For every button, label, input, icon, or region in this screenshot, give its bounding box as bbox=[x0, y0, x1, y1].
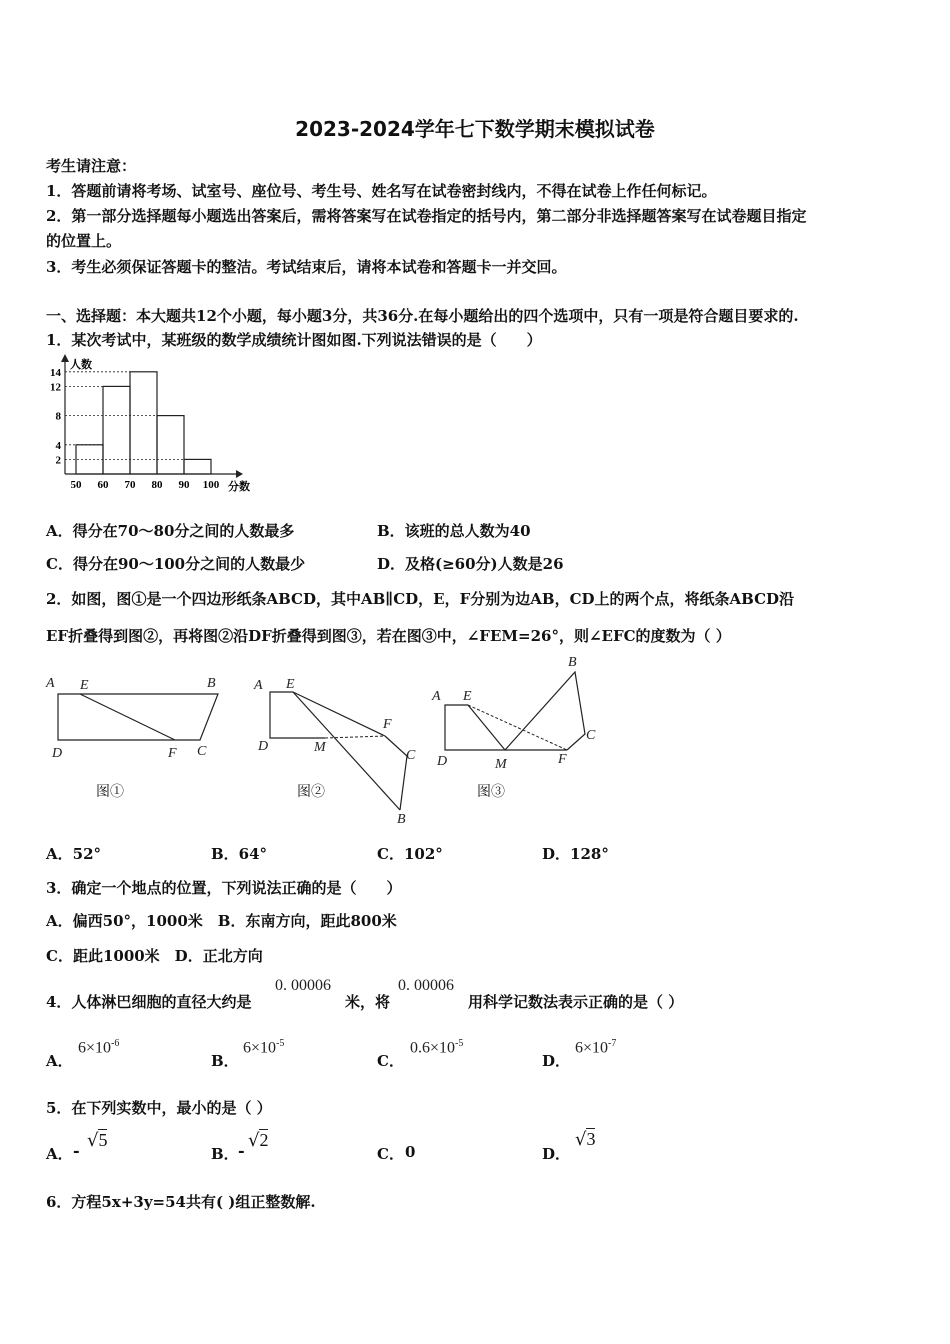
fig3-label-d: D bbox=[437, 754, 448, 769]
q4-number-repeat: 0. 00006 bbox=[398, 977, 454, 994]
fig2-left-part bbox=[270, 692, 325, 738]
q2-option-c: C．102° bbox=[377, 845, 443, 863]
x-tick-label: 80 bbox=[151, 479, 163, 491]
y-tick-label: 12 bbox=[50, 381, 61, 394]
q2-stem-line1: 2．如图，图①是一个四边形纸条ABCD，其中AB∥CD，E，F分别为边AB，CD上的两个点，将纸条ABCD沿 bbox=[46, 590, 795, 608]
y-tick-label: 8 bbox=[55, 410, 61, 423]
histogram-bar bbox=[157, 416, 184, 474]
score-histogram bbox=[40, 352, 270, 497]
fig3-crease bbox=[468, 705, 505, 750]
q5-option-d-label: D． bbox=[542, 1145, 571, 1163]
q4-stem-part1: 4．人体淋巴细胞的直径大约是 bbox=[46, 993, 252, 1011]
q5-option-c-label: C． bbox=[377, 1145, 404, 1163]
q2-stem-line2: EF折叠得到图②，再将图②沿DF折叠得到图③，若在图③中，∠FEM=26°，则∠EFC的度数为（ ） bbox=[46, 627, 731, 645]
x-tick-label: 100 bbox=[202, 479, 220, 491]
q4-option-a-value: $6\times 10^{-6}$ bbox=[78, 1038, 120, 1057]
fig3-label-a: A bbox=[432, 689, 441, 704]
notice-item: 3．考生必须保证答题卡的整洁。考试结束后，请将本试卷和答题卡一并交回。 bbox=[46, 258, 567, 276]
y-tick-label: 14 bbox=[50, 366, 61, 379]
q3-options-row1: A．偏西50°，1000米 B．东南方向，距此800米 bbox=[46, 912, 397, 930]
q4-option-b-value: $6\times 10^{-5}$ bbox=[243, 1038, 285, 1057]
y-tick-label: 2 bbox=[55, 454, 61, 467]
histogram-bar bbox=[103, 386, 130, 474]
fig3-base bbox=[445, 705, 567, 750]
fig3-dashed-line bbox=[468, 705, 567, 750]
notice-item: 1．答题前请将考场、试室号、座位号、考生号、姓名写在试卷密封线内，不得在试卷上作任何标记。 bbox=[46, 182, 717, 200]
q4-stem-part2: 米，将 bbox=[345, 993, 391, 1011]
fig1-label-a: A bbox=[46, 676, 55, 691]
fig2-folded-flap bbox=[385, 736, 407, 810]
q5-option-b-radical: √2 bbox=[248, 1130, 269, 1151]
q1-option-c: C．得分在90～100分之间的人数最少 bbox=[46, 555, 306, 573]
q4-option-a-label: A． bbox=[46, 1052, 73, 1070]
fig2-label-m: M bbox=[314, 740, 326, 755]
q4-option-c-value: $0.6\times 10^{-5}$ bbox=[410, 1038, 464, 1057]
q3-options-row2: C．距此1000米 D．正北方向 bbox=[46, 947, 263, 965]
x-tick-label: 90 bbox=[178, 479, 190, 491]
y-axis-arrow bbox=[61, 354, 69, 362]
q4-option-b-label: B． bbox=[211, 1052, 239, 1070]
fig1-label-d: D bbox=[52, 746, 63, 761]
fig1-fold-line bbox=[80, 694, 175, 740]
histogram-bar bbox=[184, 459, 211, 474]
fig3-label-f: F bbox=[558, 752, 567, 767]
q1-option-d: D．及格(≥60分)人数是26 bbox=[377, 555, 564, 573]
fig2-label-d: D bbox=[258, 739, 269, 754]
q5-option-b-label: B． bbox=[211, 1145, 239, 1163]
q1-option-a: A．得分在70～80分之间的人数最多 bbox=[46, 522, 295, 540]
histogram-bar bbox=[130, 372, 157, 474]
fig3-label-m: M bbox=[495, 757, 507, 772]
notice-item: 的位置上。 bbox=[46, 232, 122, 250]
fig1-trapezoid bbox=[58, 694, 218, 740]
x-axis-arrow bbox=[236, 470, 243, 478]
x-axis-label: 分数 bbox=[228, 481, 250, 493]
q5-option-c-value: 0 bbox=[405, 1143, 416, 1161]
x-tick-label: 70 bbox=[124, 479, 136, 491]
q5-option-a-radical: √5 bbox=[87, 1130, 108, 1151]
notice-heading: 考生请注意： bbox=[46, 157, 137, 175]
y-axis-label: 人数 bbox=[70, 359, 92, 371]
section-heading: 一、选择题：本大题共12个小题，每小题3分，共36分.在每小题给出的四个选项中，只有一项是符合题目要求的. bbox=[46, 307, 799, 325]
fig1-label-f: F bbox=[168, 746, 177, 761]
q4-number: 0. 00006 bbox=[275, 977, 331, 994]
fig2-label-e: E bbox=[286, 677, 295, 692]
q1-stem: 1．某次考试中，某班级的数学成绩统计图如图.下列说法错误的是（ ） bbox=[46, 331, 542, 349]
fig1-label-e: E bbox=[80, 678, 89, 693]
q4-stem-part3: 用科学记数法表示正确的是（ ） bbox=[468, 993, 684, 1011]
fig2-label-f: F bbox=[383, 717, 392, 732]
fig3-folded-flap bbox=[505, 672, 585, 750]
fig3-label-c: C bbox=[586, 728, 596, 743]
q5-option-b-sign: - bbox=[238, 1141, 245, 1160]
q5-option-d-radical: √3 bbox=[575, 1129, 596, 1150]
q4-option-d-label: D． bbox=[542, 1052, 571, 1070]
fig1-label-b: B bbox=[207, 676, 216, 691]
x-tick-label: 50 bbox=[70, 479, 82, 491]
fig3-caption: 图③ bbox=[477, 784, 505, 800]
q4-option-c-label: C． bbox=[377, 1052, 404, 1070]
x-tick-label: 60 bbox=[97, 479, 109, 491]
q5-stem: 5．在下列实数中，最小的是（ ） bbox=[46, 1099, 272, 1117]
fig3-label-b: B bbox=[568, 655, 577, 670]
fig1-caption: 图① bbox=[96, 784, 124, 800]
y-tick-label: 4 bbox=[55, 439, 61, 452]
q1-option-b: B．该班的总人数为40 bbox=[377, 522, 531, 540]
q4-option-d-value: $6\times 10^{-7}$ bbox=[575, 1038, 617, 1057]
q2-figures bbox=[40, 650, 620, 830]
q3-stem: 3．确定一个地点的位置，下列说法正确的是（ ） bbox=[46, 879, 402, 897]
q5-option-a-label: A． bbox=[46, 1145, 73, 1163]
fig3-label-e: E bbox=[463, 689, 472, 704]
page-title: 2023-2024学年七下数学期末模拟试卷 bbox=[295, 117, 655, 141]
q6-stem: 6．方程5x+3y=54共有( )组正整数解. bbox=[46, 1193, 316, 1211]
q2-option-b: B．64° bbox=[211, 845, 268, 863]
fig2-caption: 图② bbox=[297, 784, 325, 800]
q2-option-d: D．128° bbox=[542, 845, 609, 863]
notice-item: 2．第一部分选择题每小题选出答案后，需将答案写在试卷指定的括号内，第二部分非选择题答案写在试卷题目指定 bbox=[46, 207, 807, 225]
q2-option-a: A．52° bbox=[46, 845, 102, 863]
fig2-label-b: B bbox=[397, 812, 406, 827]
fig2-label-c: C bbox=[406, 748, 416, 763]
fig2-label-a: A bbox=[254, 678, 263, 693]
fig2-fold-edge bbox=[293, 692, 385, 736]
fig1-label-c: C bbox=[197, 744, 207, 759]
q5-option-a-sign: - bbox=[73, 1141, 80, 1160]
